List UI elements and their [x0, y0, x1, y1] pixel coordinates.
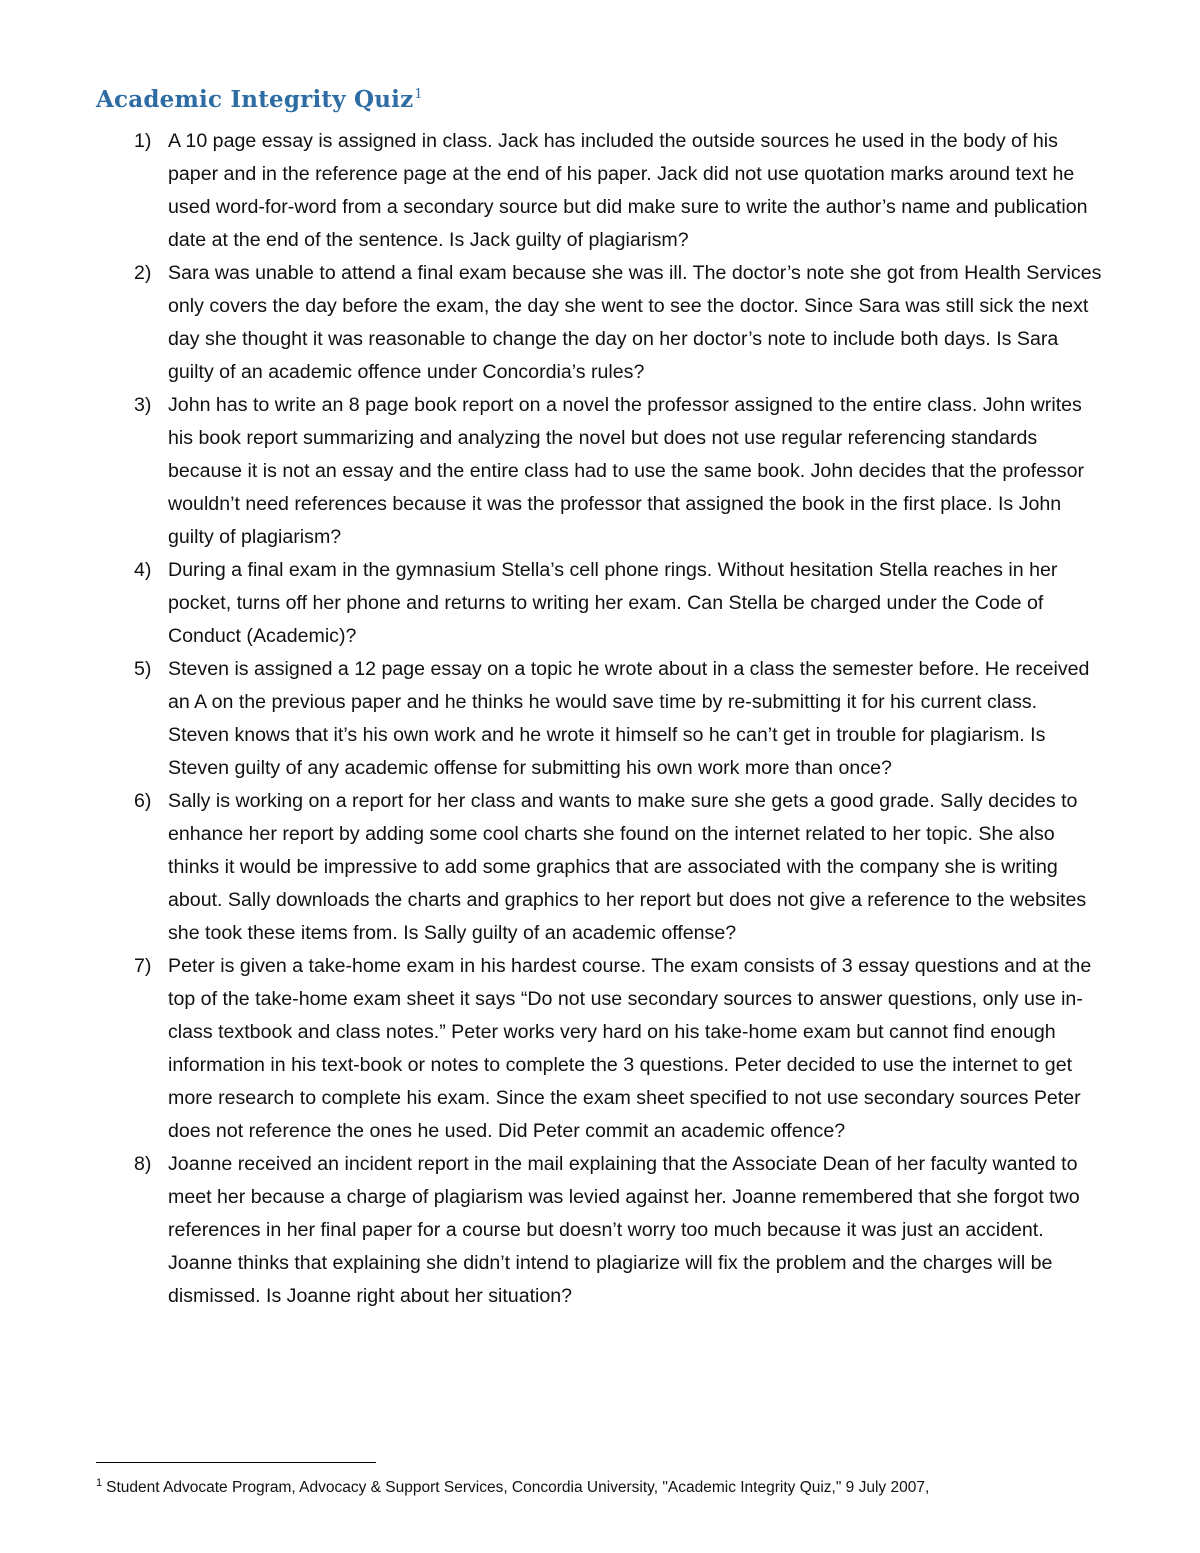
question-text: Peter is given a take-home exam in his hardest course. The exam consists of 3 essay questions and at the top of the take-home exam sheet it says “Do not use secondary sources to answer questions, only use in-class textbook and class notes.” Peter works very hard on his take-home exam but cannot find enough information in his text-book or notes to complete the 3 questions. Peter decided to use the internet to get more research to complete his exam. Since the exam sheet specified to not use secondary sources Peter does not reference the ones he used. Did Peter commit an academic offence?: [168, 955, 1092, 1142]
question-text: A 10 page essay is assigned in class. Jack has included the outside sources he used in the body of his paper and in the reference page at the end of his paper. Jack did not use quotation marks around text he used word-for-word from a secondary source but did make sure to write the author’s name and publication date at the end of the sentence. Is Jack guilty of plagiarism?: [168, 130, 1088, 251]
question-number: 8): [134, 1153, 152, 1175]
footnote-text: Student Advocate Program, Advocacy & Support Services, Concordia University, "Academic Integrity Quiz," 9 July 2007,: [106, 1479, 930, 1497]
question-text: John has to write an 8 page book report on a novel the professor assigned to the entire class. John writes his book report summarizing and analyzing the novel but does not use regular referencing standards because it is not an essay and the entire class had to use the same book. John decides that the professor wouldn’t need references because it was the professor that assigned the book in the first place. Is John guilty of plagiarism?: [168, 394, 1085, 548]
footnote: [96, 1472, 1156, 1499]
question-item: [0, 785, 1103, 950]
question-number: 1): [134, 130, 152, 152]
question-number: 2): [134, 262, 152, 284]
title-footnote-marker: 1: [414, 87, 423, 103]
question-item: [0, 389, 1103, 554]
question-number: 7): [134, 955, 152, 977]
question-number: 3): [134, 394, 152, 416]
title-text: Academic Integrity Quiz: [96, 86, 414, 113]
question-item: [0, 950, 1103, 1148]
question-number: 4): [134, 559, 152, 581]
question-text: Sally is working on a report for her class and wants to make sure she gets a good grade. Sally decides to enhance her report by adding some cool charts she found on the internet related to her topic. She also thinks it would be impressive to add some graphics that are associated with the company she is writing about. Sally downloads the charts and graphics to her report but does not give a reference to the websites she took these items from. Is Sally guilty of an academic offense?: [168, 790, 1087, 944]
question-number: 6): [134, 790, 152, 812]
question-text: Joanne received an incident report in the mail explaining that the Associate Dean of her faculty wanted to meet her because a charge of plagiarism was levied against her. Joanne remembered that she forgot two references in her final paper for a course but doesn’t worry too much because it was just an accident. Joanne thinks that explaining she didn’t intend to plagiarize will fix the problem and the charges will be dismissed. Is Joanne right about her situation?: [168, 1153, 1080, 1307]
question-item: [0, 554, 1103, 653]
question-text: Sara was unable to attend a final exam because she was ill. The doctor’s note she got from Health Services only covers the day before the exam, the day she went to see the doctor. Since Sara was still sick the next day she thought it was reasonable to change the day on her doctor’s note to include both days. Is Sara guilty of an academic offence under Concordia’s rules?: [168, 262, 1102, 383]
question-item: [0, 257, 1103, 389]
page-title: [96, 86, 423, 113]
question-text: During a final exam in the gymnasium Stella’s cell phone rings. Without hesitation Stella reaches in her pocket, turns off her phone and returns to writing her exam. Can Stella be charged under the Code of Conduct (Academic)?: [168, 559, 1058, 647]
question-text: Steven is assigned a 12 page essay on a topic he wrote about in a class the semester before. He received an A on the previous paper and he thinks he would save time by re-submitting it for his current class. Steven knows that it’s his own work and he wrote it himself so he can’t get in trouble for plagiarism. Is Steven guilty of any academic offense for submitting his own work more than once?: [168, 658, 1090, 779]
footnote-marker: 1: [96, 1477, 103, 1489]
question-item: [0, 125, 1103, 257]
question-item: [0, 1148, 1103, 1313]
question-item: [0, 653, 1103, 785]
question-list: [0, 125, 1200, 1313]
footnote-divider: [96, 1462, 376, 1463]
question-number: 5): [134, 658, 152, 680]
